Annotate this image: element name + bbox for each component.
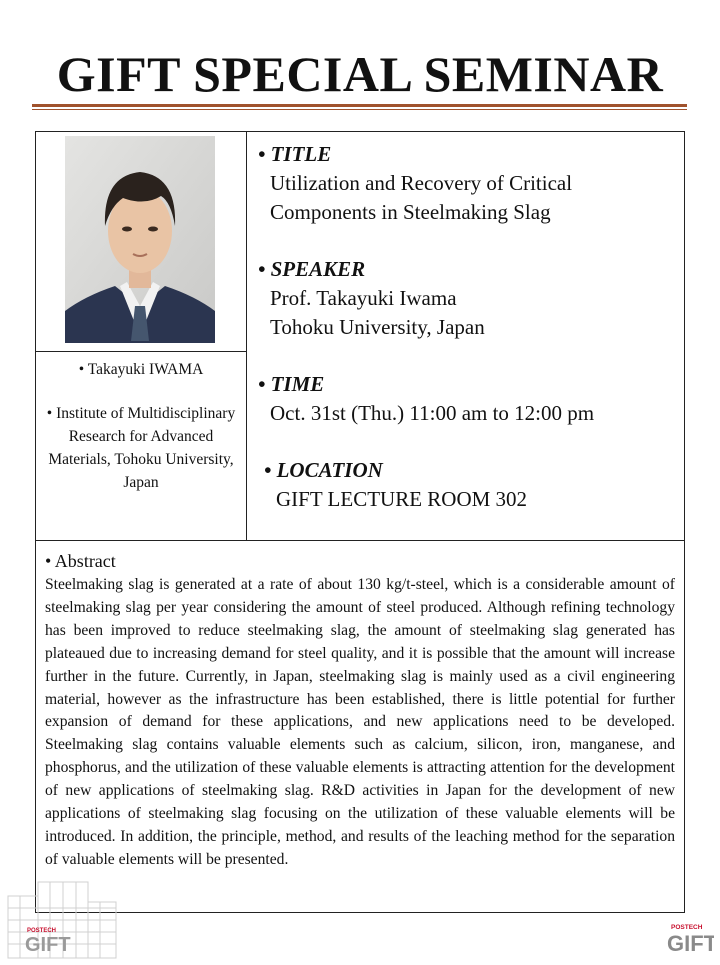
time-value: Oct. 31st (Thu.) 11:00 am to 12:00 pm — [270, 401, 595, 425]
speaker-section — [258, 255, 678, 342]
speaker-affiliation: Tohoku University, Japan — [270, 315, 485, 339]
right-logo-small: POSTECH — [671, 924, 703, 931]
abstract-body: Steelmaking slag is generated at a rate of about 130 kg/t-steel, which is a considerable amount of steelmaking slag per year considering the amount of steel produced. Although refining technology has been improved to reduce steelmaking slag, the amount of steelmaking slag generated has plateaued due to increasing demand for steel quality, and it is possible that the amount will increase further in the future. Currently, in Japan, steelmaking slag is mainly used as a civil engineering material, however as the infrastructure has been established, there is little potential for further expansion of demand for these applications, and new applications need to be developed. Steelmaking slag contains valuable elements such as calcium, silicon, iron, manganese, and phosphorus, and the utilization of these valuable elements is attracting attention for the development of new applications of steelmaking slag. R&D activities in Japan for the development of new applications of steelmaking slag focusing on the utilization of these valuable elements will be introduced. In addition, the principle, method, and results of the leaching method for the separation of valuable elements will be presented. — [45, 576, 675, 868]
title-line-1: Utilization and Recovery of Critical — [270, 171, 573, 195]
speaker-name: Prof. Takayuki Iwama — [270, 286, 457, 310]
table-divider-photo — [35, 351, 247, 352]
bio-name: • Takayuki IWAMA — [78, 361, 204, 378]
table-divider-vertical — [246, 131, 247, 541]
left-logo-small: POSTECH — [27, 928, 57, 934]
bio-affiliation: • Institute of Multidisciplinary Research for Advanced Materials, Tohoku University, Japan — [46, 405, 236, 491]
title-rule-thin — [32, 109, 687, 110]
left-logo-main: GIFT — [25, 934, 71, 956]
speaker-label: • SPEAKER — [258, 257, 366, 281]
speaker-photo — [65, 136, 215, 343]
location-value: GIFT LECTURE ROOM 302 — [276, 487, 528, 511]
title-line-2: Components in Steelmaking Slag — [270, 200, 551, 224]
location-section — [264, 456, 684, 514]
time-section — [258, 370, 678, 428]
table-divider-abstract — [35, 540, 685, 541]
right-logo-main: GIFT — [667, 931, 714, 956]
title-rule — [32, 104, 687, 107]
page-title: GIFT SPECIAL SEMINAR — [56, 46, 664, 102]
title-label: • TITLE — [258, 142, 332, 166]
bio-spacer — [40, 381, 242, 402]
title-section — [258, 140, 678, 227]
time-label: • TIME — [258, 372, 325, 396]
gift-building-logo — [0, 876, 120, 960]
gift-logo — [664, 920, 714, 956]
speaker-bio — [40, 358, 242, 494]
abstract-heading: • Abstract — [45, 551, 116, 571]
location-label: • LOCATION — [264, 458, 383, 482]
